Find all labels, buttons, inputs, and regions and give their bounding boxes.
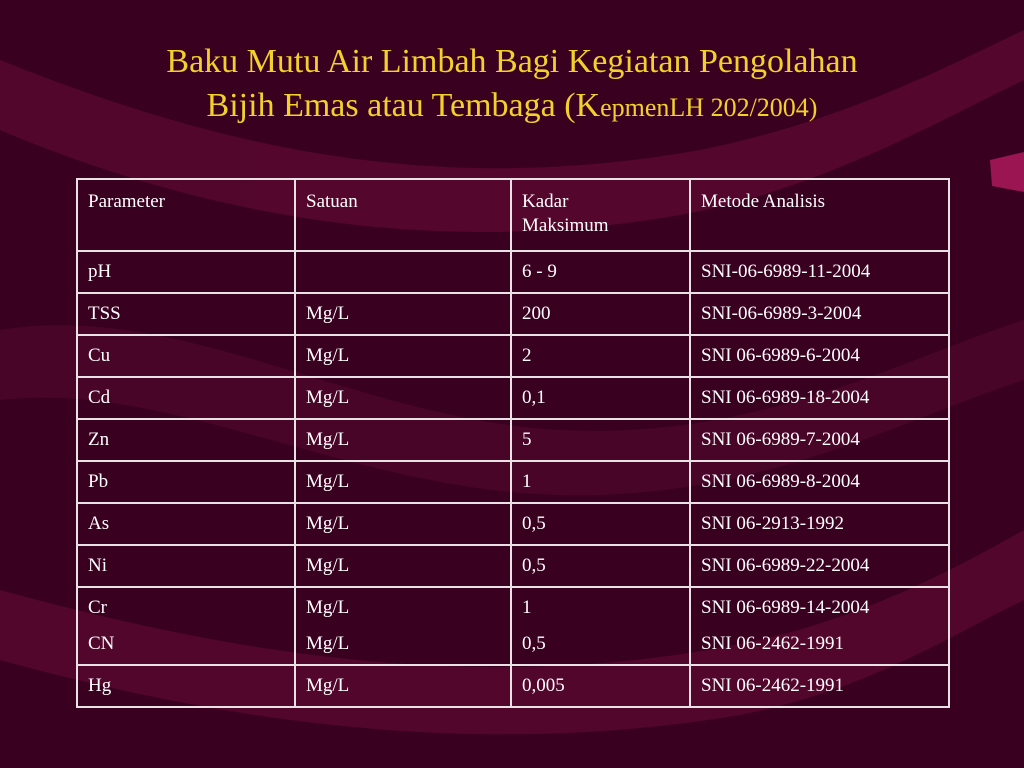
cell-parameter: Ni bbox=[77, 545, 295, 587]
title-line-2-small: epmenLH 202/2004) bbox=[600, 93, 818, 122]
cell-satuan bbox=[295, 587, 511, 665]
table-header-row bbox=[77, 179, 949, 251]
cell-line: SNI 06-6989-14-2004 bbox=[701, 597, 870, 618]
cell-parameter bbox=[77, 587, 295, 665]
cell-satuan: Mg/L bbox=[295, 377, 511, 419]
header-parameter: Parameter bbox=[77, 179, 295, 251]
title-line-2-main: Bijih Emas atau Tembaga (K bbox=[206, 87, 601, 124]
cell-metode: SNI 06-6989-22-2004 bbox=[690, 545, 949, 587]
cell-kadar: 0,1 bbox=[511, 377, 690, 419]
header-metode-analisis: Metode Analisis bbox=[690, 179, 949, 251]
cell-metode: SNI 06-2462-1991 bbox=[690, 665, 949, 707]
cell-kadar: 1 bbox=[511, 461, 690, 503]
table-row bbox=[77, 545, 949, 587]
table-row bbox=[77, 461, 949, 503]
cell-satuan: Mg/L bbox=[295, 335, 511, 377]
cell-metode: SNI 06-6989-7-2004 bbox=[690, 419, 949, 461]
cell-kadar: 0,5 bbox=[511, 545, 690, 587]
cell-parameter: As bbox=[77, 503, 295, 545]
table-row bbox=[77, 251, 949, 293]
cell-kadar: 0,005 bbox=[511, 665, 690, 707]
cell-kadar bbox=[511, 587, 690, 665]
cell-kadar: 200 bbox=[511, 293, 690, 335]
table-row bbox=[77, 665, 949, 707]
cell-line: CN bbox=[88, 633, 115, 654]
table-row bbox=[77, 335, 949, 377]
cell-parameter: Hg bbox=[77, 665, 295, 707]
table-row bbox=[77, 503, 949, 545]
cell-satuan: Mg/L bbox=[295, 503, 511, 545]
cell-metode: SNI-06-6989-11-2004 bbox=[690, 251, 949, 293]
slide-title bbox=[0, 40, 1024, 130]
cell-metode bbox=[690, 587, 949, 665]
cell-metode: SNI-06-6989-3-2004 bbox=[690, 293, 949, 335]
table-row bbox=[77, 419, 949, 461]
cell-line: Cr bbox=[88, 597, 107, 618]
header-kadar-line-2: Maksimum bbox=[522, 215, 609, 236]
cell-satuan: Mg/L bbox=[295, 461, 511, 503]
title-line-1: Baku Mutu Air Limbah Bagi Kegiatan Pengolahan bbox=[166, 43, 858, 80]
cell-satuan bbox=[295, 251, 511, 293]
cell-kadar: 6 - 9 bbox=[511, 251, 690, 293]
header-kadar-maksimum bbox=[511, 179, 690, 251]
cell-satuan: Mg/L bbox=[295, 665, 511, 707]
table-row bbox=[77, 377, 949, 419]
cell-parameter: pH bbox=[77, 251, 295, 293]
header-satuan: Satuan bbox=[295, 179, 511, 251]
cell-kadar: 2 bbox=[511, 335, 690, 377]
cell-line: Mg/L bbox=[306, 597, 350, 618]
cell-metode: SNI 06-6989-8-2004 bbox=[690, 461, 949, 503]
cell-metode: SNI 06-6989-6-2004 bbox=[690, 335, 949, 377]
cell-line: Mg/L bbox=[306, 633, 350, 654]
cell-satuan: Mg/L bbox=[295, 545, 511, 587]
table-row-combined bbox=[77, 587, 949, 665]
cell-parameter: Pb bbox=[77, 461, 295, 503]
cell-satuan: Mg/L bbox=[295, 419, 511, 461]
cell-kadar: 0,5 bbox=[511, 503, 690, 545]
cell-satuan: Mg/L bbox=[295, 293, 511, 335]
table-row bbox=[77, 293, 949, 335]
cell-line: 0,5 bbox=[522, 633, 546, 654]
cell-parameter: Zn bbox=[77, 419, 295, 461]
cell-kadar: 5 bbox=[511, 419, 690, 461]
cell-parameter: Cu bbox=[77, 335, 295, 377]
cell-line: SNI 06-2462-1991 bbox=[701, 633, 845, 654]
title-line-2 bbox=[0, 84, 1024, 130]
cell-metode: SNI 06-2913-1992 bbox=[690, 503, 949, 545]
baku-mutu-table bbox=[76, 178, 950, 708]
cell-parameter: Cd bbox=[77, 377, 295, 419]
cell-line: 1 bbox=[522, 597, 532, 618]
cell-metode: SNI 06-6989-18-2004 bbox=[690, 377, 949, 419]
header-kadar-line-1: Kadar bbox=[522, 191, 569, 212]
cell-parameter: TSS bbox=[77, 293, 295, 335]
